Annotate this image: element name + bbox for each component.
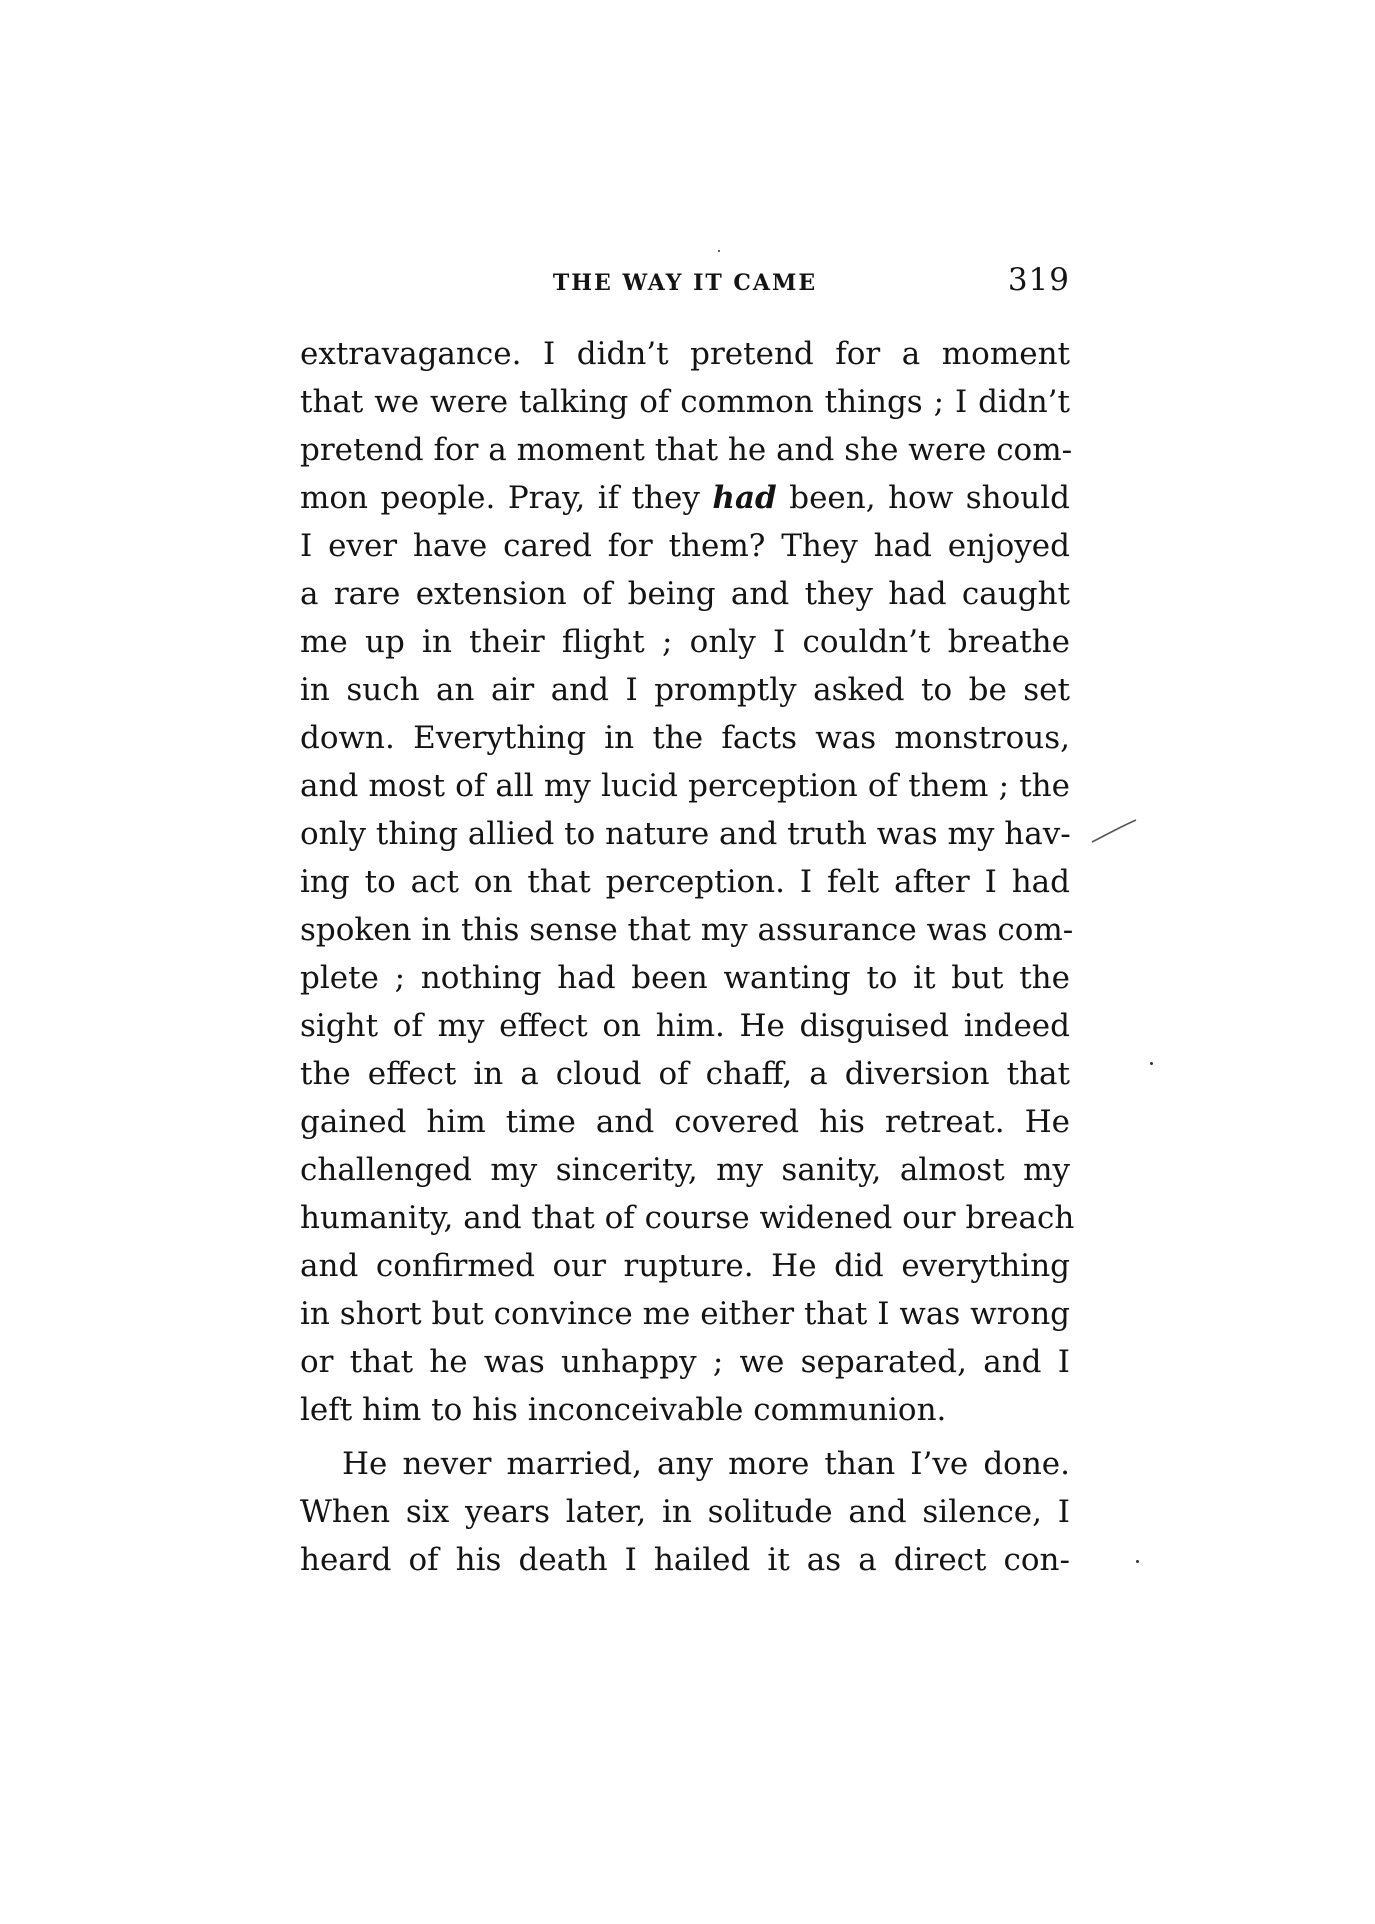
text-line: in such an air and I promptly asked to be set (300, 672, 1070, 708)
text-line: plete ; nothing had been wanting to it but the (300, 960, 1070, 996)
paper-speck (1136, 1560, 1139, 1563)
text-line: extravagance. I didn’t pretend for a moment (300, 336, 1070, 372)
body-text (300, 330, 1075, 1584)
text-line: left him to his inconceivable communion. (300, 1392, 947, 1428)
text-line: the effect in a cloud of chaff, a diversion that (300, 1056, 1070, 1092)
running-head (300, 262, 1070, 302)
text-line: in short but convince me either that I was wrong (300, 1296, 1070, 1332)
running-title: THE WAY IT CAME (552, 270, 818, 296)
text-line: a rare extension of being and they had caught (300, 576, 1070, 612)
paragraph (300, 330, 1075, 1434)
text-line: or that he was unhappy ; we separated, and I (300, 1344, 1070, 1380)
text-line: and confirmed our rupture. He did everything (300, 1248, 1070, 1284)
text-line: humanity, and that of course widened our breach (300, 1200, 1075, 1236)
paragraph (300, 1440, 1070, 1584)
paper-speck (718, 250, 720, 252)
text-line: He never married, any more than I’ve done. (342, 1446, 1070, 1482)
text-line: sight of my effect on him. He disguised indeed (300, 1008, 1070, 1044)
text-line: only thing allied to nature and truth was my hav- (300, 816, 1071, 852)
text-line (300, 474, 1070, 522)
pencil-margin-mark (1090, 818, 1140, 848)
text-line: heard of his death I hailed it as a direct con- (300, 1542, 1070, 1578)
text-line: spoken in this sense that my assurance was com- (300, 912, 1074, 948)
text-line: me up in their flight ; only I couldn’t breathe (300, 624, 1070, 660)
text-line: ing to act on that perception. I felt after I had (300, 864, 1070, 900)
text-line: pretend for a moment that he and she were com- (300, 432, 1073, 468)
paper-speck (1150, 1062, 1153, 1065)
text-segment: been, how should (789, 480, 1070, 516)
text-line: challenged my sincerity, my sanity, almost my (300, 1152, 1070, 1188)
text-line: and most of all my lucid perception of them ; the (300, 768, 1070, 804)
text-line: that we were talking of common things ; I didn’t (300, 384, 1070, 420)
text-line: gained him time and covered his retreat. He (300, 1104, 1070, 1140)
italic-emphasis: had (712, 480, 777, 516)
page-number: 319 (1007, 262, 1070, 298)
text-line: I ever have cared for them? They had enjoyed (300, 528, 1070, 564)
text-line: down. Everything in the facts was monstrous, (300, 720, 1070, 756)
text-line: When six years later, in solitude and silence, I (300, 1494, 1070, 1530)
text-segment: mon people. Pray, if they (300, 480, 700, 516)
